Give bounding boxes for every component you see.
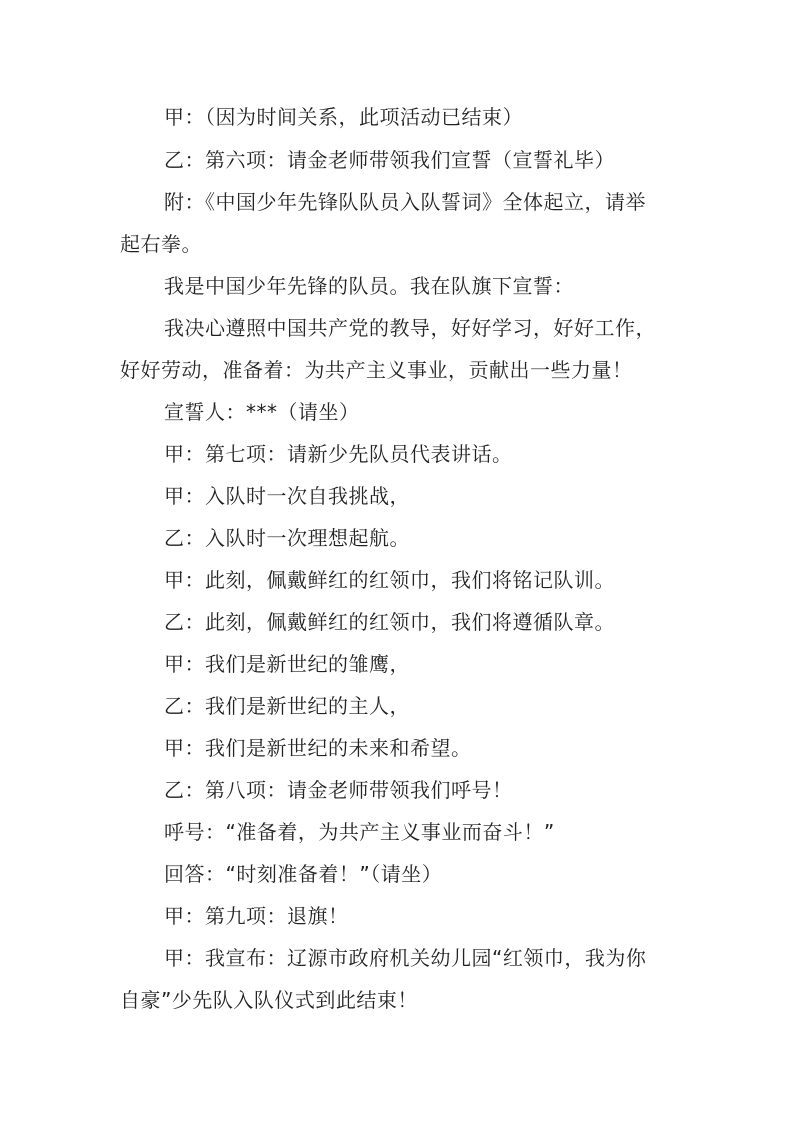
text-line: 好好劳动，准备着：为共产主义事业，贡献出一些力量！ <box>120 358 633 382</box>
text-line: 宣誓人：***（请坐） <box>164 400 360 424</box>
text-line: 甲：我宣布：辽源市政府机关幼儿园“红领巾，我为你 <box>164 946 647 970</box>
text-line: 甲：我们是新世纪的雏鹰， <box>164 652 410 676</box>
text-line: 我是中国少年先锋的队员。我在队旗下宣誓： <box>164 274 574 298</box>
text-line: 乙：第八项：请金老师带领我们呼号！ <box>164 778 513 802</box>
text-line: 甲：第七项：请新少先队员代表讲话。 <box>164 442 513 466</box>
text-line: 呼号：“准备着，为共产主义事业而奋斗！” <box>164 820 555 844</box>
text-line: 回答：“时刻准备着！”（请坐） <box>164 862 443 886</box>
text-line: 甲：此刻，佩戴鲜红的红领巾，我们将铭记队训。 <box>164 568 615 592</box>
text-line: 附：《中国少年先锋队队员入队誓词》全体起立，请举 <box>164 190 646 214</box>
text-line: 我决心遵照中国共产党的教导，好好学习，好好工作， <box>164 316 656 340</box>
text-line: 乙：我们是新世纪的主人， <box>164 694 410 718</box>
text-line: 甲：我们是新世纪的未来和希望。 <box>164 736 472 760</box>
text-line: 甲：（因为时间关系，此项活动已结束） <box>164 105 523 129</box>
text-line: 起右拳。 <box>120 232 202 256</box>
text-line: 乙：第六项：请金老师带领我们宣誓（宣誓礼毕） <box>164 148 615 172</box>
text-line: 自豪”少先队入队仪式到此结束！ <box>120 988 418 1012</box>
text-line: 甲：第九项：退旗！ <box>164 904 349 928</box>
text-line: 乙：入队时一次理想起航。 <box>164 526 410 550</box>
text-line: 甲：入队时一次自我挑战， <box>164 484 410 508</box>
text-line: 乙：此刻，佩戴鲜红的红领巾，我们将遵循队章。 <box>164 610 615 634</box>
